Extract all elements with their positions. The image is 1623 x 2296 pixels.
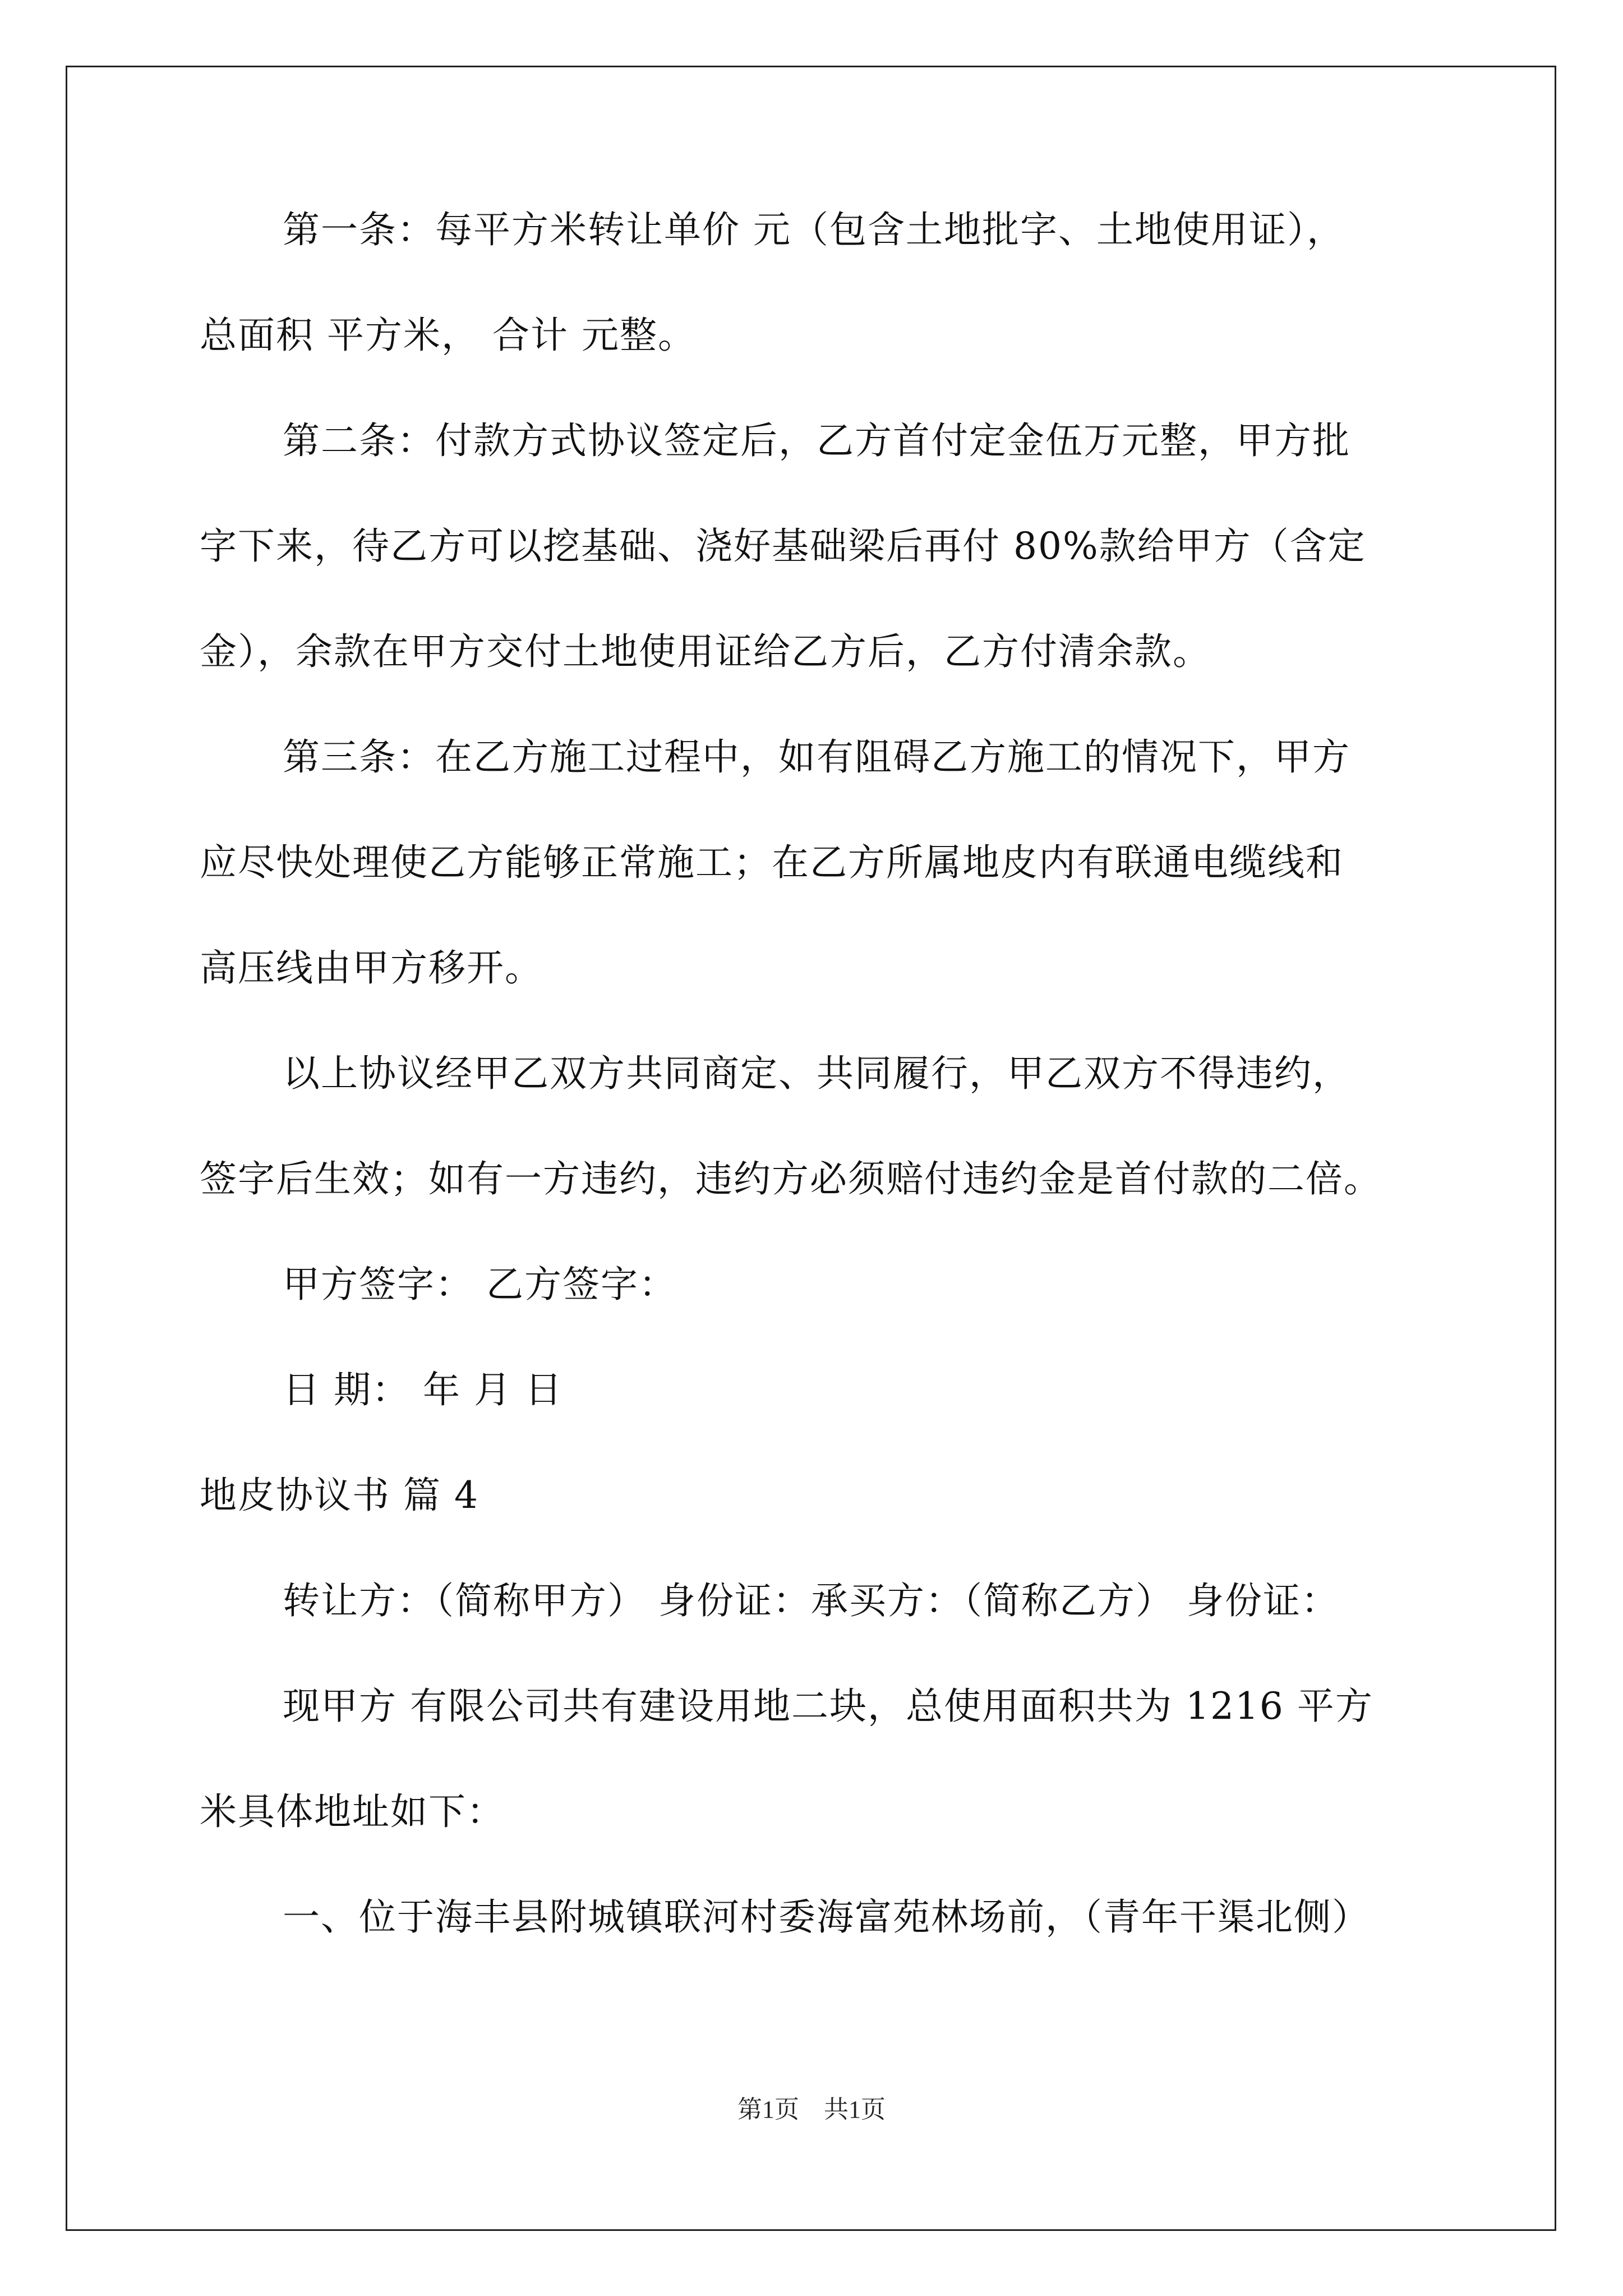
article-1-line-2: 总面积 平方米， 合计 元整。 (200, 314, 696, 357)
article-3-line-2: 应尽快处理使乙方能够正常施工；在乙方所属地皮内有联通电缆线和 (200, 841, 1344, 884)
article-2-line-2: 字下来，待乙方可以挖基础、浇好基础梁后再付 80%款给甲方（含定 (200, 524, 1366, 568)
location-item-1: 一、位于海丰县附城镇联河村委海富苑林场前，（青年干渠北侧） (283, 1895, 1370, 1939)
signature-line: 甲方签字： 乙方签字： (283, 1263, 677, 1306)
article-1-line-1: 第一条：每平方米转让单价 元（包含土地批字、土地使用证）， (283, 208, 1345, 251)
article-3-line-1: 第三条：在乙方施工过程中，如有阻碍乙方施工的情况下，甲方 (283, 735, 1350, 779)
land-description-line-1: 现甲方 有限公司共有建设用地二块，总使用面积共为 1216 平方 (283, 1685, 1373, 1728)
page-footer: 第1页 共1页 (737, 2096, 886, 2123)
section-heading: 地皮协议书 篇 4 (200, 1474, 479, 1517)
article-2-line-3: 金），余款在甲方交付土地使用证给乙方后，乙方付清余款。 (200, 630, 1211, 673)
closing-clause-line-1: 以上协议经甲乙双方共同商定、共同履行，甲乙双方不得违约， (283, 1052, 1350, 1095)
closing-clause-line-2: 签字后生效；如有一方违约，违约方必须赔付违约金是首付款的二倍。 (200, 1157, 1382, 1200)
article-3-line-3: 高压线由甲方移开。 (200, 946, 543, 990)
parties-line: 转让方：（简称甲方） 身份证：承买方：（简称乙方） 身份证： (283, 1579, 1339, 1622)
date-line: 日 期： 年 月 日 (283, 1368, 563, 1411)
land-description-line-2: 米具体地址如下： (200, 1790, 505, 1833)
article-2-line-1: 第二条：付款方式协议签定后，乙方首付定金伍万元整，甲方批 (283, 419, 1350, 462)
